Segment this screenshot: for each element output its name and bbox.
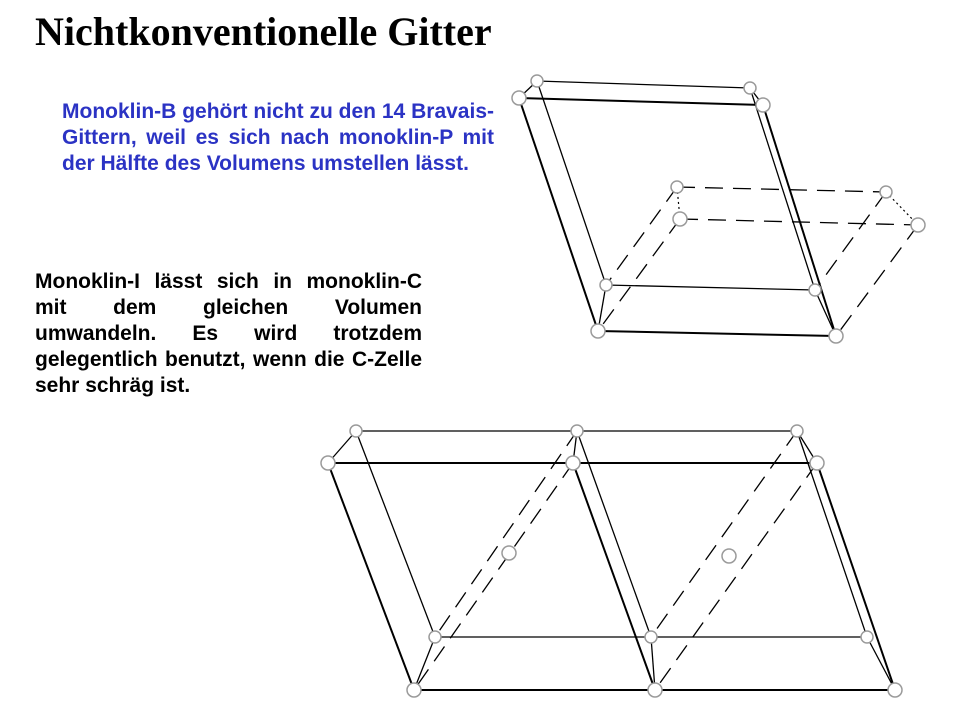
monoclinic-i-description: Monoklin-I lässt sich in monoklin-C mit dem gleichen Volumen umwandeln. Es wird trotzdem gelegentlich benutzt, wenn die C-Zelle sehr schräg ist. [35, 270, 422, 397]
page-title: Nichtkonventionelle Gitter [35, 9, 492, 54]
monoclinic-i-cells-diagram [300, 415, 920, 705]
monoclinic-b-description: Monoklin-B gehört nicht zu den 14 Bravais-Gittern, weil es sich nach monoklin-P mit der Hälfte des Volumens umstellen lässt. [62, 100, 494, 175]
monoclinic-b-cell-diagram [500, 60, 940, 360]
